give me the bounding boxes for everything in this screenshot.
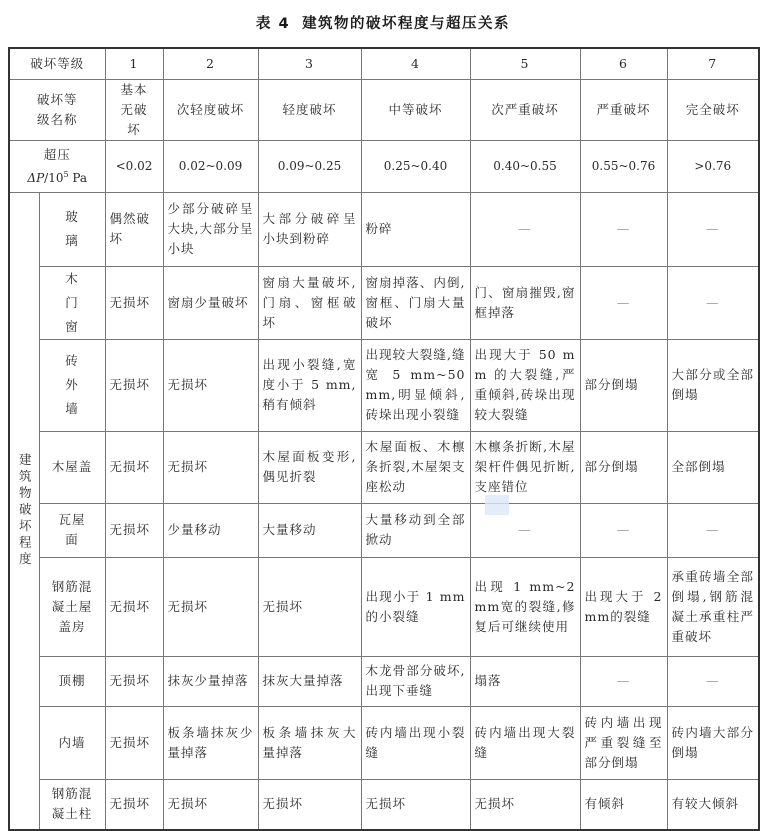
cell: 出现小裂缝,宽度小于 5 mm,稍有倾斜	[258, 339, 361, 431]
cell: 无损坏	[258, 779, 361, 830]
cell: 窗扇大量破坏,门扇、窗框破坏	[258, 266, 361, 339]
overpressure-label	[9, 140, 105, 192]
cell: 出现大于 2 mm的裂缝	[580, 557, 667, 656]
table-row-rc-roof-building	[9, 557, 759, 656]
grade-name-label: 破坏等级名称	[9, 79, 105, 140]
grade-row	[9, 48, 759, 79]
grade-name-6: 严重破坏	[580, 79, 667, 140]
component-wood-door-window: 木门窗	[39, 266, 105, 339]
overpressure-4: 0.25~0.40	[361, 140, 470, 192]
overpressure-1: <0.02	[105, 140, 163, 192]
cell: 少部分破碎呈大块,大部分呈小块	[163, 192, 258, 266]
cell: 板条墙抹灰大量掉落	[258, 706, 361, 779]
cell: —	[470, 503, 580, 557]
cell: 无损坏	[105, 706, 163, 779]
cell: 偶然破坏	[105, 192, 163, 266]
cell: 大量移动	[258, 503, 361, 557]
cell: 出现较大裂缝,缝宽 5 mm~50 mm,明显倾斜,砖垛出现小裂缝	[361, 339, 470, 431]
cell: 木龙骨部分破坏,出现下垂缝	[361, 656, 470, 706]
cell: 无损坏	[163, 779, 258, 830]
table-row-glass	[9, 192, 759, 266]
grade-6: 6	[580, 48, 667, 79]
cell: 木檩条折断,木屋架杆件偶见折断,支座错位	[470, 431, 580, 503]
overpressure-2: 0.02~0.09	[163, 140, 258, 192]
cell: 无损坏	[105, 779, 163, 830]
cell: 有倾斜	[580, 779, 667, 830]
cell: 砖内墙出现大裂缝	[470, 706, 580, 779]
grade-name-row	[9, 79, 759, 140]
overpressure-label-line1: 超压	[43, 146, 71, 162]
cell: 木屋面板、木檩条折裂,木屋架支座松动	[361, 431, 470, 503]
grade-label: 破坏等级	[9, 48, 105, 79]
table-row-tile-roof	[9, 503, 759, 557]
table-caption: 建筑物的破坏程度与超压关系	[302, 16, 511, 32]
cell: 窗扇少量破坏	[163, 266, 258, 339]
table-row-interior-wall	[9, 706, 759, 779]
cell: 部分倒塌	[580, 431, 667, 503]
cell: 粉碎	[361, 192, 470, 266]
cell: 有较大倾斜	[667, 779, 759, 830]
overpressure-unit: $\Delta P/10^5$ Pa	[27, 169, 88, 185]
cell: 无损坏	[105, 339, 163, 431]
cell: —	[667, 503, 759, 557]
cell: 木屋面板变形,偶见折裂	[258, 431, 361, 503]
cell: 出现 1 mm~2 mm宽的裂缝,修复后可继续使用	[470, 557, 580, 656]
cell: —	[580, 266, 667, 339]
overpressure-7: >0.76	[667, 140, 759, 192]
cell: 少量移动	[163, 503, 258, 557]
grade-4: 4	[361, 48, 470, 79]
component-tile-roof: 瓦屋面	[39, 503, 105, 557]
cell: —	[667, 656, 759, 706]
cell: —	[667, 266, 759, 339]
table-number: 表 4	[255, 16, 291, 32]
cell: 无损坏	[258, 557, 361, 656]
grade-name-2: 次轻度破坏	[163, 79, 258, 140]
watermark-badge	[485, 495, 509, 515]
component-brick-exterior-wall: 砖外墙	[39, 339, 105, 431]
cell: 抹灰大量掉落	[258, 656, 361, 706]
table-row-wood-roof	[9, 431, 759, 503]
component-interior-wall: 内墙	[39, 706, 105, 779]
cell: 大部分破碎呈小块到粉碎	[258, 192, 361, 266]
overpressure-row	[9, 140, 759, 192]
table-row-wood-door-window	[9, 266, 759, 339]
cell: 大部分或全部倒塌	[667, 339, 759, 431]
grade-name-3: 轻度破坏	[258, 79, 361, 140]
cell: —	[580, 656, 667, 706]
component-wood-roof: 木屋盖	[39, 431, 105, 503]
cell: 大量移动到全部掀动	[361, 503, 470, 557]
grade-name-5: 次严重破坏	[470, 79, 580, 140]
table-row-rc-column	[9, 779, 759, 830]
grade-name-1: 基本无破坏	[105, 79, 163, 140]
cell: 承重砖墙全部倒塌,钢筋混凝土承重柱严重破坏	[667, 557, 759, 656]
cell: 出现大于 50 mm 的大裂缝,严重倾斜,砖垛出现较大裂缝	[470, 339, 580, 431]
table-row-brick-exterior-wall	[9, 339, 759, 431]
grade-7: 7	[667, 48, 759, 79]
component-rc-column: 钢筋混凝土柱	[39, 779, 105, 830]
overpressure-3: 0.09~0.25	[258, 140, 361, 192]
grade-3: 3	[258, 48, 361, 79]
damage-overpressure-table	[8, 47, 760, 831]
grade-5: 5	[470, 48, 580, 79]
cell: 塌落	[470, 656, 580, 706]
cell: 无损坏	[470, 779, 580, 830]
cell: 部分倒塌	[580, 339, 667, 431]
grade-2: 2	[163, 48, 258, 79]
cell: 无损坏	[105, 431, 163, 503]
cell: 全部倒塌	[667, 431, 759, 503]
cell: 门、窗扇摧毁,窗框掉落	[470, 266, 580, 339]
cell: 无损坏	[163, 557, 258, 656]
cell: 无损坏	[105, 503, 163, 557]
cell: 无损坏	[163, 339, 258, 431]
component-rc-roof-building: 钢筋混凝土屋盖房	[39, 557, 105, 656]
cell: 无损坏	[105, 557, 163, 656]
overpressure-5: 0.40~0.55	[470, 140, 580, 192]
cell: 无损坏	[163, 431, 258, 503]
grade-name-7: 完全破坏	[667, 79, 759, 140]
cell: —	[470, 192, 580, 266]
cell: 砖内墙出现小裂缝	[361, 706, 470, 779]
table-row-ceiling	[9, 656, 759, 706]
cell: 砖内墙出现严重裂缝至部分倒塌	[580, 706, 667, 779]
component-ceiling: 顶棚	[39, 656, 105, 706]
cell: 出现小于 1 mm 的小裂缝	[361, 557, 470, 656]
overpressure-6: 0.55~0.76	[580, 140, 667, 192]
cell: 无损坏	[105, 656, 163, 706]
grade-name-4: 中等破坏	[361, 79, 470, 140]
cell: 砖内墙大部分倒塌	[667, 706, 759, 779]
group-label: 建筑物破坏程度	[17, 453, 33, 569]
grade-1: 1	[105, 48, 163, 79]
cell: 抹灰少量掉落	[163, 656, 258, 706]
group-label-cell	[9, 192, 39, 830]
component-glass: 玻璃	[39, 192, 105, 266]
cell: 无损坏	[361, 779, 470, 830]
cell: 无损坏	[105, 266, 163, 339]
cell: —	[667, 192, 759, 266]
cell: 板条墙抹灰少量掉落	[163, 706, 258, 779]
cell: —	[580, 192, 667, 266]
cell: 窗扇掉落、内倒,窗框、门扇大量破坏	[361, 266, 470, 339]
cell: —	[580, 503, 667, 557]
table-title	[0, 12, 766, 33]
